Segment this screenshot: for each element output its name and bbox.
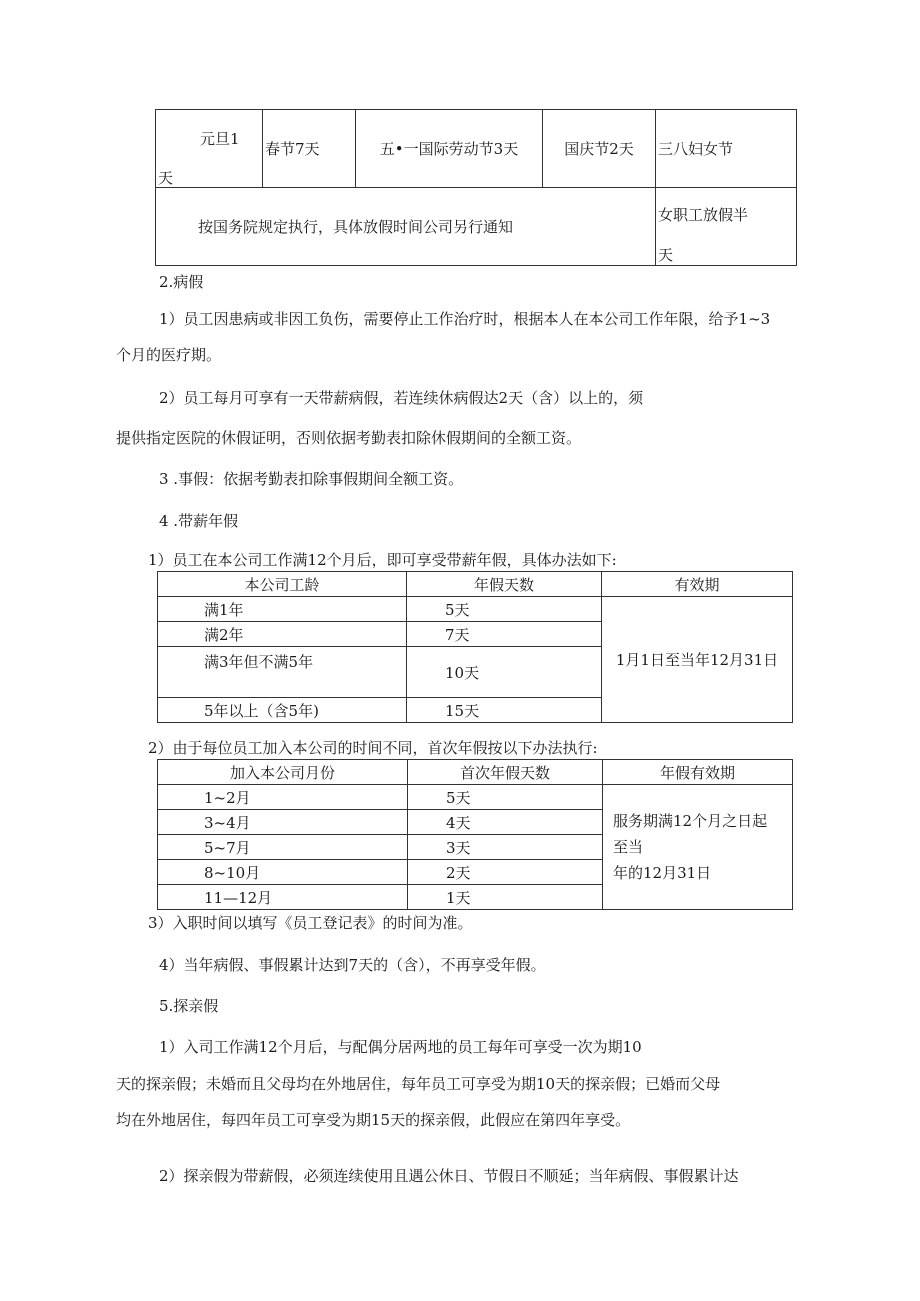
holiday-row [156,110,797,188]
validity-cell: 1月1日至当年12月31日 [602,597,793,723]
holiday-table [155,109,797,266]
sick-leave-para2-line1: 2）员工每月可享有一天带薪病假，若连续休病假达2天（含）以上的，须 [159,389,644,407]
new-year-label: 元旦1 [200,130,240,148]
days-cell: 1天 [408,885,603,910]
days-cell: 5天 [407,597,602,622]
table-row [158,785,793,810]
month-cell: 3~4月 [158,810,408,835]
family-leave-para1-line1: 1）入司工作满12个月后，与配偶分居两地的员工每年可享受一次为期10 [159,1038,642,1056]
first-validity-cell [603,785,793,910]
days-cell: 4天 [408,810,603,835]
header-first-days: 首次年假天数 [408,760,603,785]
annual-leave-para3: 3）入职时间以填写《员工登记表》的时间为准。 [148,914,473,932]
first-year-leave-table [157,759,793,910]
header-validity: 有效期 [602,572,793,597]
sick-leave-para2-line2: 提供指定医院的休假证明，否则依据考勤表扣除休假期间的全额工资。 [116,429,582,447]
national-day-cell: 国庆节2天 [543,110,656,188]
tenure-cell: 满3年但不满5年 [158,647,407,698]
holiday-note-cell: 按国务院规定执行，具体放假时间公司另行通知 [156,188,656,266]
family-leave-para2: 2）探亲假为带薪假，必须连续使用且遇公休日、节假日不顺延；当年病假、事假累计达 [159,1167,739,1185]
header-days: 年假天数 [407,572,602,597]
sick-leave-heading: 2.病假 [159,273,204,291]
tenure-cell: 5年以上（含5年) [158,698,407,723]
womens-day-cell: 三八妇女节 [656,110,797,188]
annual-leave-para1: 1）员工在本公司工作满12个月后，即可享受带薪年假，具体办法如下: [148,551,617,569]
days-cell: 7天 [407,622,602,647]
month-cell: 5~7月 [158,835,408,860]
days-cell: 15天 [407,698,602,723]
labor-day-cell: 五•一国际劳动节3天 [356,110,543,188]
header-tenure: 本公司工龄 [158,572,407,597]
sick-leave-para1-line2: 个月的医疗期。 [116,346,222,364]
month-cell: 8~10月 [158,860,408,885]
first-validity-line2: 年的12月31日 [613,864,712,882]
new-year-label-cont: 天 [158,169,174,187]
month-cell: 1~2月 [158,785,408,810]
days-cell: 2天 [408,860,603,885]
month-cell: 11—12月 [158,885,408,910]
table-header-row [158,760,793,785]
womens-day-note-line1: 女职工放假半 [658,206,749,224]
family-leave-para1-line2: 天的探亲假；未婚而且父母均在外地居住，每年员工可享受为期10天的探亲假；已婚而父母 [116,1075,721,1093]
days-cell: 3天 [408,835,603,860]
holiday-row [156,188,797,266]
womens-day-note-cell [656,188,797,266]
table-row [158,597,793,622]
new-year-cell [156,110,263,188]
annual-leave-heading: 4 .带薪年假 [159,512,239,530]
family-leave-para1-line3: 均在外地居住，每四年员工可享受为期15天的探亲假，此假应在第四年享受。 [116,1111,631,1129]
header-join-month: 加入本公司月份 [158,760,408,785]
annual-leave-table [157,571,793,723]
days-cell: 10天 [407,647,602,698]
tenure-cell: 满1年 [158,597,407,622]
womens-day-note-line2: 天 [658,246,674,264]
header-first-validity: 年假有效期 [603,760,793,785]
annual-leave-para4: 4）当年病假、事假累计达到7天的（含），不再享受年假。 [159,956,546,974]
days-cell: 5天 [408,785,603,810]
annual-leave-para2: 2）由于每位员工加入本公司的时间不同，首次年假按以下办法执行: [148,739,598,757]
personal-leave-heading: 3 .事假：依据考勤表扣除事假期间全额工资。 [159,470,464,488]
spring-festival-cell: 春节7天 [263,110,356,188]
table-header-row [158,572,793,597]
tenure-cell: 满2年 [158,622,407,647]
sick-leave-para1-line1: 1）员工因患病或非因工负伤，需要停止工作治疗时，根据本人在本公司工作年限，给予1~3 [159,310,771,328]
first-validity-line1: 服务期满12个月之日起至当 [613,812,768,856]
family-leave-heading: 5.探亲假 [159,997,219,1015]
